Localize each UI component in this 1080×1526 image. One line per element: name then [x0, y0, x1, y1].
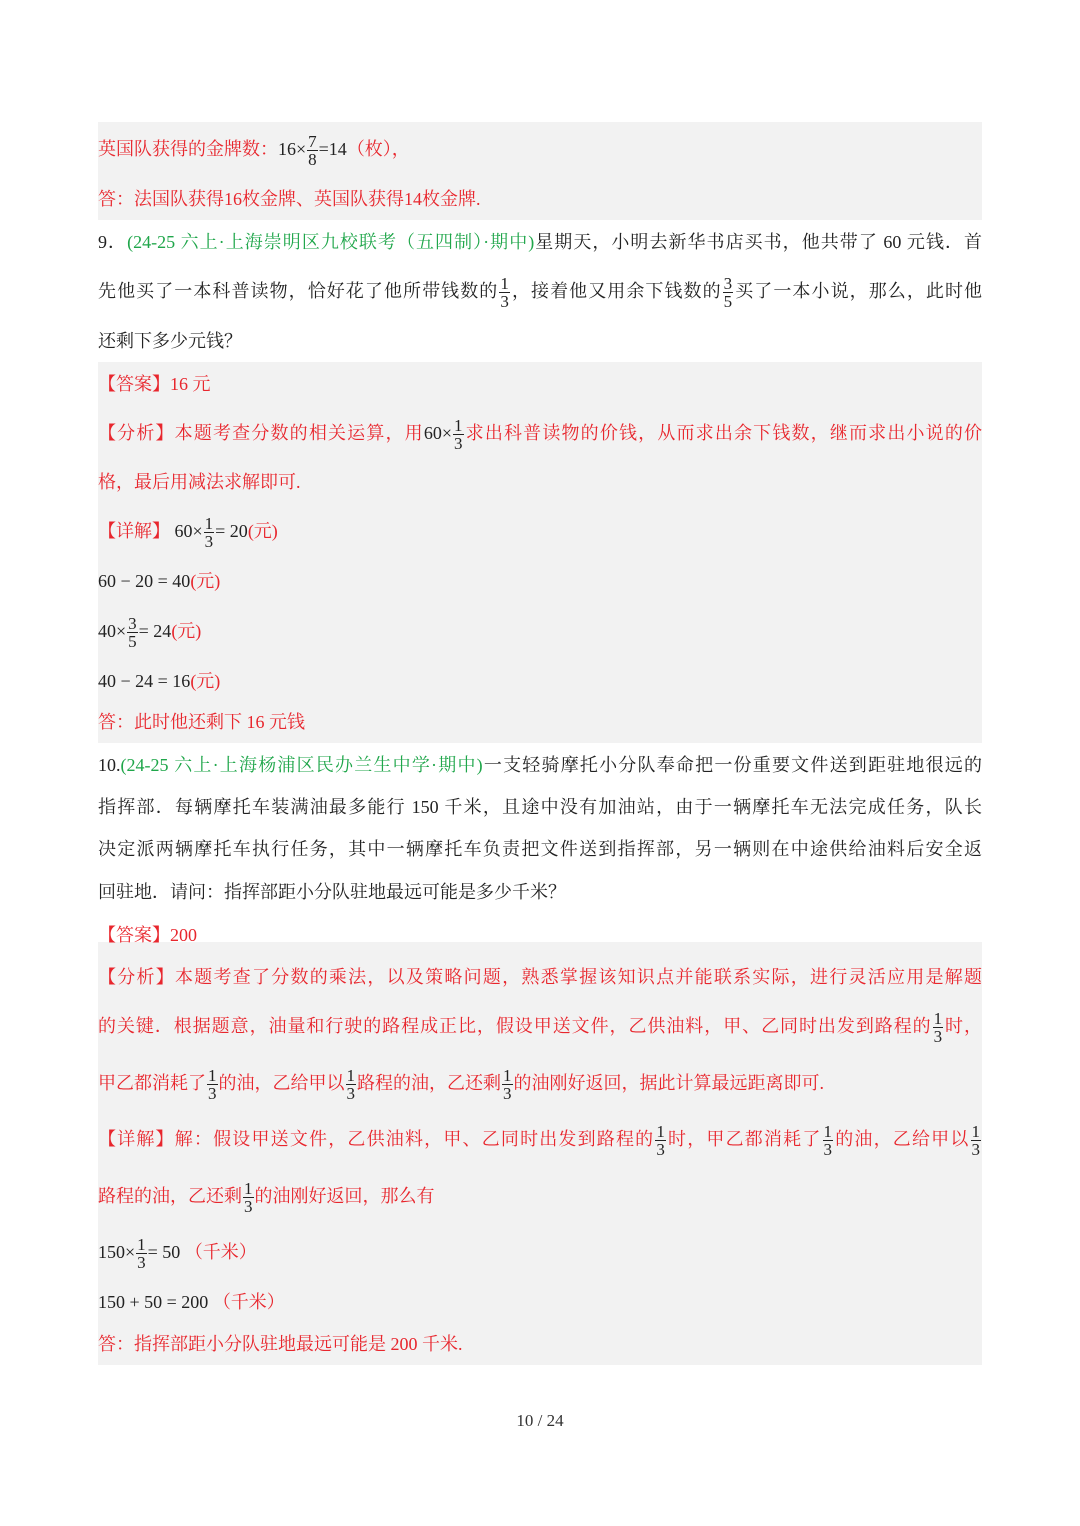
text-line [98, 1119, 982, 1159]
fraction-denominator: 8 [308, 150, 317, 170]
text-segment: 一支轻骑摩托小分队奉命把一份重要文件送到距驻地很远的 [482, 755, 982, 775]
text-segment: ，接着他又用余下钱数的 [510, 281, 722, 301]
text-segment: （千米） [208, 1292, 285, 1312]
fraction [655, 1123, 666, 1158]
text-segment: 9． [98, 232, 128, 252]
text-segment: 答：指挥部距小分队驻地最远可能是 200 千米. [98, 1334, 463, 1354]
fraction [723, 275, 734, 310]
text-segment: (元) [171, 621, 202, 641]
text-segment: (24-25 六上·上海崇明区九校联考（五四制）·期中) [127, 232, 535, 252]
text-line [98, 1176, 982, 1216]
text-line [98, 561, 982, 601]
text-segment: 40 − 24 = 16 [98, 671, 191, 691]
text-segment: 【详解】 [98, 521, 170, 541]
text-segment: 60× [170, 521, 203, 541]
text-line [98, 745, 982, 785]
text-line [98, 1006, 982, 1046]
text-segment: = 20 [215, 521, 248, 541]
fraction-numerator: 1 [204, 514, 214, 534]
fraction [933, 1010, 944, 1045]
text-segment: 的油，乙给甲以 [218, 1073, 345, 1093]
fraction-numerator: 1 [656, 1122, 665, 1142]
fraction-denominator: 5 [723, 292, 733, 312]
text-line [98, 129, 982, 169]
text-segment: 【答案】16 元 [98, 374, 211, 394]
text-segment: 的油刚好返回，那么有 [254, 1186, 435, 1206]
fraction [346, 1067, 357, 1102]
text-segment: 150× [98, 1242, 136, 1262]
text-segment: 40× [98, 621, 127, 641]
text-segment: 10. [98, 755, 121, 775]
fraction-numerator: 1 [137, 1235, 146, 1255]
text-segment: 星期天，小明去新华书店买书，他共带了 60 元钱．首 [534, 232, 983, 252]
text-segment: 还剩下多少元钱？ [98, 331, 242, 351]
text-segment: 买了一本小说，那么，此时他 [734, 281, 983, 301]
text-line [98, 1063, 982, 1103]
text-line [98, 462, 982, 502]
text-segment: 60 − 20 = 40 [98, 571, 191, 591]
text-line [98, 872, 982, 912]
fraction [204, 515, 215, 550]
fraction [971, 1123, 982, 1158]
text-line [98, 321, 982, 361]
text-segment: 英国队获得的金牌数： [98, 139, 278, 159]
fraction [207, 1067, 218, 1102]
fraction [823, 1123, 834, 1158]
text-segment: 【分析】本题考查了分数的乘法，以及策略问题，熟悉掌握该知识点并能联系实际，进行灵活应用是解题 [98, 967, 982, 987]
fraction [499, 275, 510, 310]
text-segment: =14 [318, 139, 347, 159]
text-segment: 回驻地．请问：指挥部距小分队驻地最远可能是多少千米？ [98, 882, 566, 902]
text-line [98, 829, 982, 869]
fraction-denominator: 3 [244, 1197, 253, 1217]
fraction-denominator: 3 [204, 532, 214, 552]
fraction [127, 615, 138, 650]
fraction [453, 417, 464, 452]
fraction-denominator: 3 [346, 1084, 355, 1104]
fraction-denominator: 3 [503, 1084, 512, 1104]
fraction-numerator: 1 [503, 1066, 512, 1086]
fraction-denominator: 3 [823, 1140, 833, 1160]
fraction-denominator: 3 [971, 1140, 981, 1160]
fraction-numerator: 3 [723, 274, 733, 294]
text-segment: 决定派两辆摩托车执行任务，其中一辆摩托车负责把文件送到指挥部，另一辆则在中途供给油料后安全返 [98, 839, 982, 859]
text-segment: (元) [190, 571, 221, 591]
fraction-numerator: 1 [823, 1122, 833, 1142]
text-segment: 的关键．根据题意，油量和行驶的路程成正比，假设甲送文件，乙供油料，甲、乙同时出发到路程的 [98, 1016, 932, 1036]
text-line [98, 702, 982, 742]
text-segment: 路程的油，乙还剩 [357, 1073, 501, 1093]
fraction-denominator: 5 [128, 632, 137, 652]
fraction-denominator: 3 [454, 434, 463, 454]
fraction-numerator: 1 [346, 1066, 355, 1086]
text-line [98, 611, 982, 651]
text-line [98, 511, 982, 551]
text-segment: 指挥部．每辆摩托车装满油最多能行 150 千米，且途中没有加油站，由于一辆摩托车无法完成任务，队长 [98, 797, 982, 817]
fraction-denominator: 3 [933, 1027, 943, 1047]
fraction [243, 1180, 254, 1215]
text-line [98, 179, 982, 219]
fraction-denominator: 3 [500, 292, 509, 312]
fraction-numerator: 1 [208, 1066, 217, 1086]
text-segment: 路程的油，乙还剩 [98, 1186, 242, 1206]
text-segment: 格，最后用减法求解即可. [98, 472, 301, 492]
text-segment: 60× [423, 423, 452, 443]
fraction [307, 133, 318, 168]
text-segment: 【详解】解：假设甲送文件，乙供油料，甲、乙同时出发到路程的 [98, 1129, 655, 1149]
text-segment: 【答案】200 [98, 925, 197, 945]
text-line [98, 1282, 982, 1322]
text-segment: 的油刚好返回，据此计算最远距离即可. [513, 1073, 824, 1093]
fraction-numerator: 7 [308, 132, 317, 152]
text-line [98, 1232, 982, 1272]
fraction-denominator: 3 [208, 1084, 217, 1104]
text-line [98, 915, 982, 955]
text-line [98, 661, 982, 701]
text-segment: （枚）， [346, 139, 410, 159]
text-segment: (24-25 六上·上海杨浦区民办兰生中学·期中) [120, 755, 483, 775]
text-line [98, 271, 982, 311]
text-segment: = 24 [138, 621, 172, 641]
fraction-numerator: 1 [971, 1122, 981, 1142]
text-segment: = 50 [147, 1242, 181, 1262]
text-segment: 的油，乙给甲以 [834, 1129, 970, 1149]
text-segment: （千米） [180, 1242, 257, 1262]
text-line [98, 222, 982, 262]
text-line [98, 787, 982, 827]
text-segment: 先他买了一本科普读物，恰好花了他所带钱数的 [98, 281, 499, 301]
text-line [98, 1324, 982, 1364]
text-line [98, 413, 982, 453]
fraction [136, 1236, 147, 1271]
fraction-denominator: 3 [656, 1140, 665, 1160]
fraction-numerator: 1 [933, 1009, 943, 1029]
text-segment: 时， [944, 1016, 983, 1036]
text-segment: 答：此时他还剩下 16 元钱 [98, 712, 305, 732]
text-segment: 甲乙都消耗了 [98, 1073, 206, 1093]
text-segment: 求出科普读物的价钱，从而求出余下钱数，继而求出小说的价 [464, 423, 983, 443]
fraction-numerator: 1 [500, 274, 509, 294]
text-line [98, 364, 982, 404]
fraction [502, 1067, 513, 1102]
page-number: 10 / 24 [516, 1411, 564, 1430]
text-segment: 时，甲乙都消耗了 [666, 1129, 822, 1149]
fraction-denominator: 3 [137, 1253, 146, 1273]
fraction-numerator: 1 [244, 1179, 253, 1199]
fraction-numerator: 1 [454, 416, 463, 436]
fraction-numerator: 3 [128, 614, 137, 634]
text-segment: 150 + 50 = 200 [98, 1292, 209, 1312]
text-segment: 【分析】本题考查分数的相关运算，用 [98, 423, 424, 443]
text-segment: (元) [190, 671, 221, 691]
text-segment: 16× [278, 139, 307, 159]
text-segment: 答：法国队获得16枚金牌、英国队获得14枚金牌. [98, 189, 481, 209]
text-segment: (元) [247, 521, 278, 541]
text-line [98, 957, 982, 997]
